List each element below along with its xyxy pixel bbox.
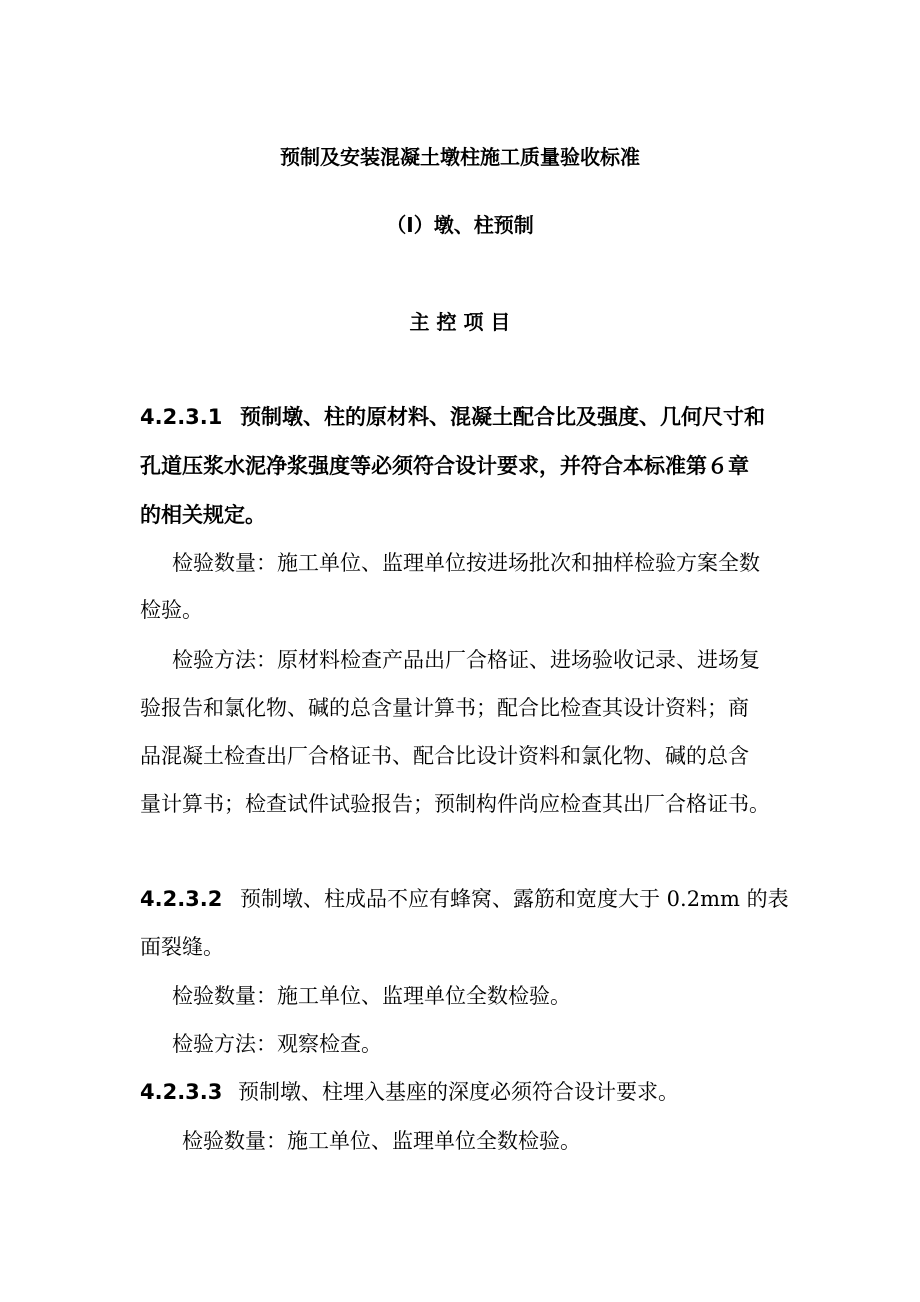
clause-number: 4.2.3.1	[140, 405, 223, 429]
clause-text: 预制墩、柱成品不应有蜂窝、露筋和宽度大于 0.2mm 的表	[240, 887, 789, 911]
inspection-method-cont: 验报告和氯化物、碱的总含量计算书；配合比检查其设计资料；商	[140, 696, 749, 720]
clause-line: 的相关规定。	[140, 503, 266, 527]
subsection-heading: 主 控 项 目	[409, 310, 511, 334]
document-title: 预制及安装混凝土墩柱施工质量验收标准	[280, 145, 640, 169]
clause-line: 面裂缝。	[140, 935, 224, 959]
inspection-quantity: 检验数量：施工单位、监理单位全数检验。	[182, 1129, 581, 1153]
section-heading: （Ⅰ）墩、柱预制	[386, 213, 534, 237]
clause-text: 预制墩、柱的原材料、混凝土配合比及强度、几何尺寸和	[240, 405, 765, 429]
clause-number: 4.2.3.2	[140, 887, 223, 911]
clause-line	[140, 402, 765, 432]
inspection-method-cont: 量计算书；检查试件试验报告；预制构件尚应检查其出厂合格证书。	[140, 792, 770, 816]
inspection-quantity: 检验数量：施工单位、监理单位按进场批次和抽样检验方案全数	[172, 551, 760, 575]
clause-number: 4.2.3.3	[140, 1080, 223, 1104]
inspection-method-cont: 品混凝土检查出厂合格证书、配合比设计资料和氯化物、碱的总含	[140, 744, 749, 768]
inspection-method: 检验方法：原材料检查产品出厂合格证、进场验收记录、进场复	[172, 648, 760, 672]
inspection-method: 检验方法：观察检查。	[172, 1032, 382, 1056]
clause-text: 预制墩、柱埋入基座的深度必须符合设计要求。	[238, 1080, 679, 1104]
clause-line	[140, 1077, 679, 1107]
clause-line: 孔道压浆水泥净浆强度等必须符合设计要求，并符合本标准第６章	[140, 454, 749, 478]
inspection-quantity: 检验数量：施工单位、监理单位全数检验。	[172, 984, 571, 1008]
clause-line	[140, 884, 789, 914]
inspection-quantity-cont: 检验。	[140, 598, 203, 622]
